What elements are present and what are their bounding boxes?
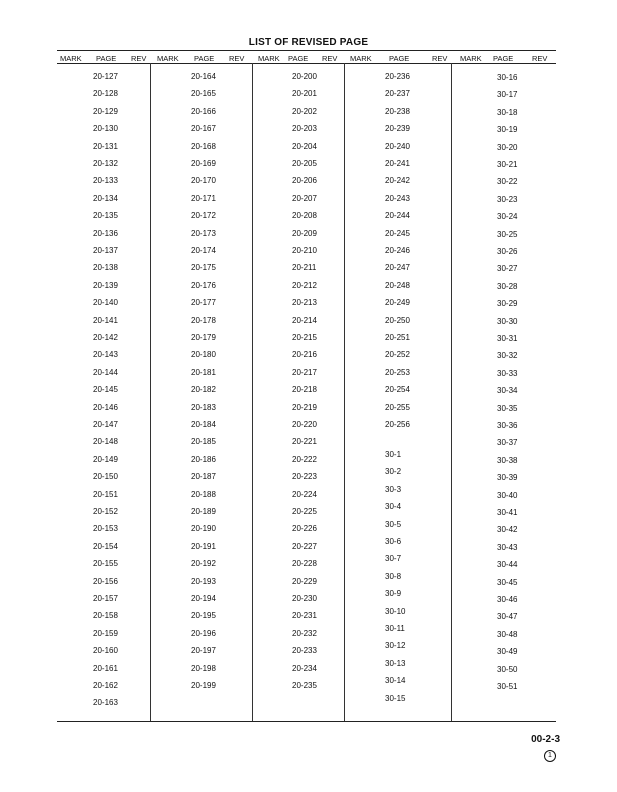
page-entry: 20-134 <box>93 193 118 203</box>
page-entry: 20-153 <box>93 524 118 534</box>
page-entry: 30-13 <box>385 658 406 668</box>
page-entry: 30-22 <box>497 177 518 187</box>
page-entry: 30-38 <box>497 455 518 465</box>
page-entry: 30-15 <box>385 693 406 703</box>
page-entry: 30-16 <box>497 73 518 82</box>
page-entry: 20-201 <box>292 89 317 99</box>
page-entry: 20-171 <box>191 193 216 203</box>
page-entry: 20-241 <box>385 159 410 168</box>
page-entry: 20-146 <box>93 402 118 412</box>
column-header-mark: MARK <box>258 54 280 63</box>
page-entry: 30-14 <box>385 676 406 686</box>
column-header-page: PAGE <box>194 54 215 63</box>
page-entry: 20-156 <box>93 576 118 586</box>
page-entry: 20-154 <box>93 541 118 551</box>
page-entry: 20-202 <box>292 106 317 116</box>
page-entry: 20-184 <box>191 420 216 429</box>
page-entry: 20-165 <box>191 89 216 99</box>
page-entry: 20-191 <box>191 541 216 551</box>
page-entry: 30-45 <box>497 577 518 587</box>
page-entry: 20-222 <box>292 454 317 464</box>
page-entry: 30-17 <box>497 90 518 100</box>
page-entry: 20-234 <box>292 663 317 673</box>
page-entry: 30-10 <box>385 606 406 616</box>
page-entry: 20-174 <box>191 246 216 255</box>
page-entry: 20-132 <box>93 159 118 168</box>
column-header-page: PAGE <box>389 54 410 63</box>
page-entry: 20-247 <box>385 263 410 273</box>
page-entry: 20-204 <box>292 141 317 151</box>
page-entry: 30-34 <box>497 386 518 396</box>
page-number: 00-2-3 <box>531 734 560 745</box>
column-header-mark: MARK <box>350 54 372 63</box>
page-entry: 30-30 <box>497 316 518 326</box>
page-entry: 20-151 <box>93 489 118 499</box>
page-entry: 20-207 <box>292 193 317 203</box>
page-entry: 30-26 <box>497 247 518 256</box>
page-entry: 30-46 <box>497 595 518 604</box>
page-entry: 20-130 <box>93 124 118 134</box>
page-entry: 20-240 <box>385 141 410 151</box>
page-entry: 20-138 <box>93 263 118 273</box>
page-entry: 20-195 <box>191 611 216 621</box>
page-entry: 30-48 <box>497 629 518 639</box>
page-entry: 30-20 <box>497 142 518 152</box>
page-entry: 30-9 <box>385 589 402 599</box>
page-entry: 30-12 <box>385 641 406 651</box>
page-entry: 20-179 <box>191 333 216 342</box>
page-entry: 30-37 <box>497 438 518 448</box>
page-entry: 20-196 <box>191 628 216 638</box>
page-entry: 20-159 <box>93 628 118 638</box>
page-entry: 20-167 <box>191 124 216 134</box>
page-entry: 30-7 <box>385 554 402 564</box>
page-entry: 20-220 <box>292 420 317 429</box>
page-entry: 20-203 <box>292 124 317 134</box>
page-entry: 20-219 <box>292 402 317 412</box>
page-entry: 20-152 <box>93 507 118 516</box>
page-entry: 20-243 <box>385 193 410 203</box>
page-entry: 30-51 <box>497 682 518 691</box>
page-entry: 30-36 <box>497 421 518 430</box>
page-entry: 20-181 <box>191 367 216 377</box>
page-entry: 20-198 <box>191 663 216 673</box>
page-entry: 20-213 <box>292 298 317 308</box>
page-entry: 30-18 <box>497 107 518 117</box>
page-entry: 20-217 <box>292 367 317 377</box>
page-entry: 30-32 <box>497 351 518 361</box>
page-entry: 20-238 <box>385 106 410 116</box>
page-entry: 20-216 <box>292 350 317 360</box>
page-entry: 20-232 <box>292 628 317 638</box>
page-entry: 20-173 <box>191 228 216 238</box>
page-entry: 30-3 <box>385 484 402 494</box>
page-entry: 20-254 <box>385 385 410 395</box>
page-entry: 20-236 <box>385 72 410 81</box>
page-entry: 20-229 <box>292 576 317 586</box>
page-entry: 20-158 <box>93 611 118 621</box>
page-entry: 20-145 <box>93 385 118 395</box>
column-header-rev: REV <box>532 54 548 63</box>
page-entry: 20-180 <box>191 350 216 360</box>
page-entry: 20-143 <box>93 350 118 360</box>
page-entry: 20-133 <box>93 176 118 186</box>
page-entry: 30-44 <box>497 560 518 570</box>
page-entry: 20-148 <box>93 437 118 447</box>
page-entry: 20-230 <box>292 594 317 603</box>
page-entry: 20-218 <box>292 385 317 395</box>
page-entry: 20-221 <box>292 437 317 447</box>
column-header-rev: REV <box>322 54 338 63</box>
page-entry: 20-233 <box>292 646 317 656</box>
page-entry: 20-192 <box>191 559 216 569</box>
column-header-page: PAGE <box>96 54 117 63</box>
revision-badge: 1 <box>544 750 556 762</box>
page-entry: 30-43 <box>497 542 518 552</box>
page-entry: 20-239 <box>385 124 410 134</box>
page-entry: 20-227 <box>292 541 317 551</box>
page-entry: 20-212 <box>292 280 317 290</box>
page-entry: 20-226 <box>292 524 317 534</box>
page-entry: 30-1 <box>385 450 402 459</box>
page-entry: 30-33 <box>497 368 518 378</box>
page-entry: 20-139 <box>93 280 118 290</box>
page-entry: 30-35 <box>497 403 518 413</box>
page-entry: 20-141 <box>93 315 118 325</box>
page-entry: 20-252 <box>385 350 410 360</box>
page-entry: 20-187 <box>191 472 216 482</box>
bottom-rule <box>57 721 556 722</box>
page-entry: 20-163 <box>93 698 118 708</box>
page-entry: 20-214 <box>292 315 317 325</box>
column-header-page: PAGE <box>288 54 309 63</box>
page-entry: 20-149 <box>93 454 118 464</box>
page-entry: 30-41 <box>497 508 518 517</box>
page-entry: 20-183 <box>191 402 216 412</box>
page-entry: 20-190 <box>191 524 216 534</box>
page-entry: 30-49 <box>497 647 518 657</box>
page-entry: 20-142 <box>93 333 118 342</box>
page-entry: 20-172 <box>191 211 216 221</box>
column-header-mark: MARK <box>157 54 179 63</box>
page-entry: 30-6 <box>385 537 402 546</box>
page-entry: 20-169 <box>191 159 216 168</box>
page-entry: 20-250 <box>385 315 410 325</box>
page-entry: 20-255 <box>385 402 410 412</box>
page-entry: 20-177 <box>191 298 216 308</box>
page-entry: 30-25 <box>497 229 518 239</box>
page-entry: 20-140 <box>93 298 118 308</box>
page-entry: 30-39 <box>497 473 518 483</box>
page-entry: 20-188 <box>191 489 216 499</box>
page-entry: 20-228 <box>292 559 317 569</box>
page-entry: 20-215 <box>292 333 317 342</box>
header-rule <box>57 63 556 64</box>
page-entry: 20-129 <box>93 106 118 116</box>
page-entry: 20-242 <box>385 176 410 186</box>
page-entry: 30-19 <box>497 125 518 135</box>
page-entry: 20-193 <box>191 576 216 586</box>
page-entry: 20-175 <box>191 263 216 273</box>
page-title: LIST OF REVISED PAGE <box>248 37 369 48</box>
page-entry: 20-206 <box>292 176 317 186</box>
page-entry: 20-251 <box>385 333 410 342</box>
page-entry: 20-231 <box>292 611 317 621</box>
page-entry: 20-164 <box>191 72 216 81</box>
page-entry: 20-178 <box>191 315 216 325</box>
page-entry: 20-194 <box>191 594 216 603</box>
page-entry: 20-127 <box>93 72 118 81</box>
column-divider <box>451 63 452 721</box>
page-entry: 20-136 <box>93 228 118 238</box>
page-entry: 20-200 <box>292 72 317 81</box>
page-entry: 20-186 <box>191 454 216 464</box>
page-entry: 20-160 <box>93 646 118 656</box>
page-entry: 30-5 <box>385 519 402 529</box>
page-entry: 20-189 <box>191 507 216 516</box>
column-header-mark: MARK <box>460 54 482 63</box>
page-entry: 20-244 <box>385 211 410 221</box>
page-entry: 30-11 <box>385 624 405 633</box>
page-entry: 30-4 <box>385 502 402 512</box>
page-entry: 20-199 <box>191 681 216 690</box>
page-entry: 30-24 <box>497 212 518 222</box>
column-divider <box>252 63 253 721</box>
column-header-rev: REV <box>432 54 448 63</box>
column-header-rev: REV <box>229 54 245 63</box>
page-entry: 20-168 <box>191 141 216 151</box>
column-divider <box>344 63 345 721</box>
page-entry: 30-27 <box>497 264 518 274</box>
page-entry: 20-135 <box>93 211 118 221</box>
column-header-mark: MARK <box>60 54 82 63</box>
page-entry: 20-162 <box>93 681 118 690</box>
page-entry: 20-223 <box>292 472 317 482</box>
page-entry: 20-170 <box>191 176 216 186</box>
page-entry: 30-8 <box>385 571 402 581</box>
page-entry: 30-29 <box>497 299 518 309</box>
page-entry: 20-210 <box>292 246 317 255</box>
page-entry: 20-224 <box>292 489 317 499</box>
page-entry: 20-245 <box>385 228 410 238</box>
page-entry: 20-147 <box>93 420 118 429</box>
page-entry: 20-166 <box>191 106 216 116</box>
page-entry: 20-197 <box>191 646 216 656</box>
column-header-page: PAGE <box>493 54 514 63</box>
page-entry: 30-31 <box>497 334 518 343</box>
page-entry: 20-185 <box>191 437 216 447</box>
page-entry: 20-137 <box>93 246 118 255</box>
page-entry: 30-21 <box>497 160 518 169</box>
page-entry: 20-150 <box>93 472 118 482</box>
page-entry: 20-249 <box>385 298 410 308</box>
page-entry: 20-225 <box>292 507 317 516</box>
page-entry: 20-205 <box>292 159 317 168</box>
page-entry: 20-246 <box>385 246 410 255</box>
page-entry: 20-155 <box>93 559 118 569</box>
page-entry: 20-131 <box>93 141 118 151</box>
page-entry: 30-2 <box>385 467 402 477</box>
page-entry: 20-157 <box>93 594 118 603</box>
column-divider <box>150 63 151 721</box>
page-entry: 20-161 <box>93 663 118 673</box>
page-entry: 30-23 <box>497 194 518 204</box>
page-entry: 20-235 <box>292 681 317 690</box>
page-entry: 20-256 <box>385 420 410 429</box>
page-entry: 30-50 <box>497 664 518 674</box>
page-entry: 20-144 <box>93 367 118 377</box>
column-header-rev: REV <box>131 54 147 63</box>
page-entry: 20-253 <box>385 367 410 377</box>
page-entry: 20-128 <box>93 89 118 99</box>
page-entry: 30-40 <box>497 490 518 500</box>
page-entry: 20-176 <box>191 280 216 290</box>
page-entry: 20-248 <box>385 280 410 290</box>
page-entry: 30-28 <box>497 281 518 291</box>
page-entry: 20-209 <box>292 228 317 238</box>
top-rule <box>57 50 556 51</box>
page-entry: 20-237 <box>385 89 410 99</box>
page-entry: 20-182 <box>191 385 216 395</box>
page-entry: 30-47 <box>497 612 518 622</box>
page-entry: 20-208 <box>292 211 317 221</box>
page-entry: 20-211 <box>292 263 317 273</box>
page-entry: 30-42 <box>497 525 518 535</box>
